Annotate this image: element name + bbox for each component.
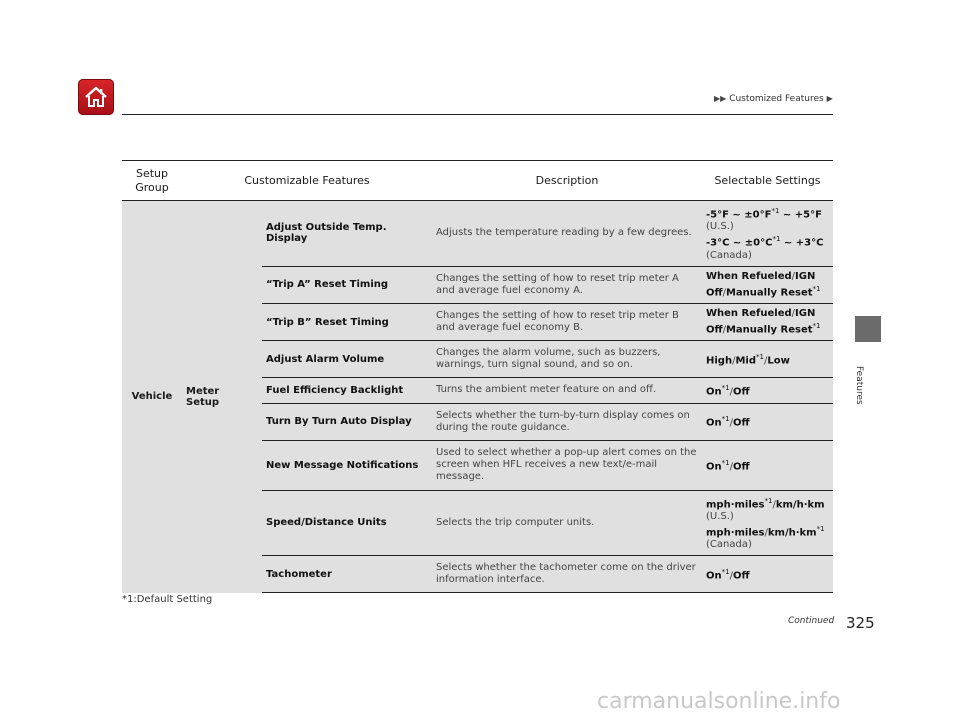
settings-cell [702,266,833,303]
settings-cell [702,378,833,403]
footnote-marker: *1 [772,235,781,244]
feature-cell: Adjust Alarm Volume [262,341,432,378]
footnote-marker: *1 [721,384,730,393]
section-tab[interactable] [855,316,881,342]
setting-option: Off [732,417,750,429]
description-cell: Selects whether the tachometer come on the driver information interface. [432,556,702,593]
setting-option: Off [732,461,750,473]
footnote-marker: *1 [721,415,730,424]
column-header: Customizable Features [182,161,432,201]
features-table [122,160,833,593]
home-icon [83,84,109,110]
setting-option: / [763,355,768,367]
setting-option: When Refueled [706,270,792,282]
description-cell: Selects whether the turn-by-turn display comes on during the route guidance. [432,403,702,440]
setting-option: Manually Reset [725,286,813,298]
footnote-marker: *1 [816,524,825,533]
feature-cell: Speed/Distance Units [262,490,432,556]
setting-option: mph·miles [706,527,765,539]
feature-cell: Tachometer [262,556,432,593]
setting-option: (Canada) [706,539,752,551]
watermark: carmanualsonline.info [597,689,841,714]
description-cell: Changes the alarm volume, such as buzzers, warnings, turn signal sound, and so on. [432,341,702,378]
feature-cell: Turn By Turn Auto Display [262,403,432,440]
continued-label: Continued [788,616,835,626]
settings-cell [702,490,833,556]
setting-option: (U.S.) [706,221,734,233]
footnote-marker: *1 [812,284,821,293]
section-tab-label: Features [854,366,864,405]
setting-option: km/h·km [775,498,825,510]
feature-cell: Adjust Outside Temp. Display [262,201,432,267]
setting-option: On [706,417,722,429]
setting-option: Off [732,386,750,398]
setting-option: / [791,270,796,282]
feature-cell: Fuel Efficiency Backlight [262,378,432,403]
setting-option: km/h·km [767,527,817,539]
column-header: Setup Group [122,161,182,201]
description-cell: Used to select whether a pop-up alert comes on the screen when HFL receives a new text/e-mail message. [432,440,702,490]
description-cell: Adjusts the temperature reading by a few degrees. [432,201,702,267]
setting-option: (Canada) [706,249,752,261]
settings-cell [702,201,833,267]
subgroup-cell: Meter Setup [182,201,262,593]
setting-option: / [729,386,733,398]
setting-option: / [772,498,776,510]
setting-option: On [706,570,722,582]
home-button[interactable] [78,79,114,115]
setting-option: -3°C ~ ±0°C [706,237,773,249]
description-cell: Selects the trip computer units. [432,490,702,556]
setting-option: -5°F ~ ±0°F [706,209,772,221]
footnote-marker: *1 [812,321,821,330]
table-row [122,201,833,267]
setting-option: / [732,355,736,367]
setting-option: When Refueled [706,307,792,319]
setting-option: On [706,386,722,398]
setting-option: / [729,570,733,582]
footnote: *1:Default Setting [122,594,213,605]
breadcrumb-arrow-icon: ▶ [826,94,833,103]
feature-cell: “Trip A” Reset Timing [262,266,432,303]
setup-group-cell: Vehicle [122,201,182,593]
setting-option: ~ +5°F [779,209,822,221]
feature-cell: “Trip B” Reset Timing [262,303,432,340]
header-rule [122,114,833,115]
setting-option: Off [732,570,750,582]
setting-option: / [791,307,796,319]
breadcrumb-label: Customized Features [729,94,824,104]
settings-cell [702,556,833,593]
setting-option: / [764,527,768,539]
table-header-row [122,161,833,201]
setting-option: Mid [735,355,756,367]
description-cell: Changes the setting of how to reset trip meter A and average fuel economy A. [432,266,702,303]
setting-option: / [729,461,733,473]
footnote-marker: *1 [771,207,780,215]
page-number: 325 [846,614,875,632]
setting-option: High [706,355,733,367]
setting-option: IGN Off [706,270,816,298]
footnote-marker: *1 [756,353,764,362]
settings-cell [702,303,833,340]
setting-option: mph·miles [706,498,765,510]
settings-cell [702,403,833,440]
breadcrumb[interactable] [714,94,833,104]
description-cell: Turns the ambient meter feature on and off. [432,378,702,403]
footnote-marker: *1 [721,568,730,577]
setting-option: IGN Off [706,307,816,336]
setting-option: / [722,286,726,298]
feature-cell: New Message Notifications [262,440,432,490]
setting-option: / [729,417,733,429]
setting-option: / [722,324,726,336]
footnote-marker: *1 [764,496,773,505]
setting-option: ~ +3°C [780,237,824,249]
description-cell: Changes the setting of how to reset trip meter B and average fuel economy B. [432,303,702,340]
setting-option: Manually Reset [725,324,813,336]
table-body [122,201,833,593]
settings-cell [702,341,833,378]
setting-option: On [706,461,722,473]
settings-cell [702,440,833,490]
column-header: Description [432,161,702,201]
setting-option: (U.S.) [706,510,734,522]
breadcrumb-arrow-icon: ▶▶ [714,94,727,103]
column-header: Selectable Settings [702,161,833,201]
setting-option: Low [767,355,790,367]
footnote-marker: *1 [721,458,730,467]
